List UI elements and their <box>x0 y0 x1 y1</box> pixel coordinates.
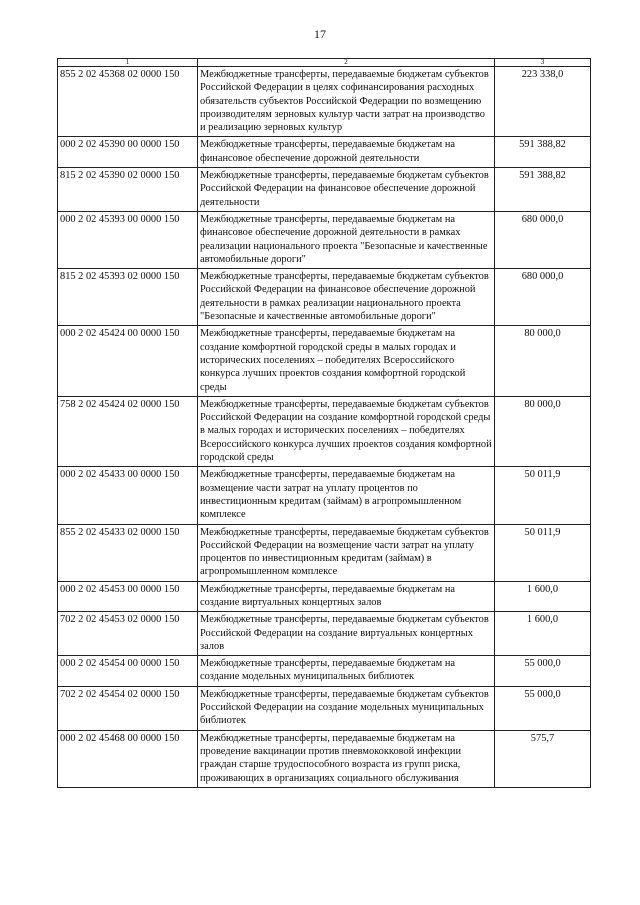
transfer-description: Межбюджетные трансферты, передаваемые бюджетам на создание виртуальных концертных залов <box>198 581 495 612</box>
table-row <box>58 686 591 730</box>
budget-table <box>57 58 591 788</box>
table-row <box>58 269 591 326</box>
transfer-description: Межбюджетные трансферты, передаваемые бюджетам субъектов Российской Федерации на финансовое обеспечение дорожной деятельности <box>198 168 495 212</box>
transfer-amount: 591 388,82 <box>495 137 591 168</box>
column-number-1: 1 <box>58 59 198 67</box>
transfer-description: Межбюджетные трансферты, передаваемые бюджетам на создание модельных муниципальных библиотек <box>198 656 495 687</box>
budget-code: 815 2 02 45393 02 0000 150 <box>58 269 198 326</box>
transfer-description: Межбюджетные трансферты, передаваемые бюджетам на возмещение части затрат на уплату процентов по инвестиционным кредитам (займам) в агропромышленном комплексе <box>198 467 495 524</box>
budget-code: 000 2 02 45454 00 0000 150 <box>58 656 198 687</box>
transfer-amount: 55 000,0 <box>495 656 591 687</box>
budget-code: 000 2 02 45390 00 0000 150 <box>58 137 198 168</box>
table-row <box>58 612 591 656</box>
table-row <box>58 211 591 268</box>
transfer-description: Межбюджетные трансферты, передаваемые бюджетам на финансовое обеспечение дорожной деятельности в рамках реализации национального проекта "Безопасные и качественные автомобильные дороги" <box>198 211 495 268</box>
table-row <box>58 730 591 787</box>
transfer-amount: 1 600,0 <box>495 581 591 612</box>
budget-code: 855 2 02 45368 02 0000 150 <box>58 67 198 137</box>
budget-code: 855 2 02 45433 02 0000 150 <box>58 524 198 581</box>
table-row <box>58 396 591 466</box>
table-row <box>58 581 591 612</box>
column-number-row <box>58 59 591 67</box>
transfer-amount: 680 000,0 <box>495 211 591 268</box>
page-number: 17 <box>314 27 326 41</box>
transfer-amount: 80 000,0 <box>495 396 591 466</box>
transfer-description: Межбюджетные трансферты, передаваемые бюджетам на создание комфортной городской среды в малых городах и исторических поселениях – победителях Всероссийского конкурса лучших проектов создания комфортной городской среды <box>198 326 495 396</box>
transfer-description: Межбюджетные трансферты, передаваемые бюджетам субъектов Российской Федерации на возмещение части затрат на уплату процентов по инвестиционным кредитам (займам) в агропромышленном комплексе <box>198 524 495 581</box>
budget-code: 000 2 02 45393 00 0000 150 <box>58 211 198 268</box>
transfer-amount: 680 000,0 <box>495 269 591 326</box>
budget-code: 702 2 02 45453 02 0000 150 <box>58 612 198 656</box>
table-row <box>58 168 591 212</box>
transfer-amount: 223 338,0 <box>495 67 591 137</box>
budget-code: 000 2 02 45453 00 0000 150 <box>58 581 198 612</box>
table-row <box>58 524 591 581</box>
table-body <box>58 67 591 788</box>
transfer-description: Межбюджетные трансферты, передаваемые бюджетам на финансовое обеспечение дорожной деятельности <box>198 137 495 168</box>
budget-code: 000 2 02 45433 00 0000 150 <box>58 467 198 524</box>
transfer-description: Межбюджетные трансферты, передаваемые бюджетам субъектов Российской Федерации на финансовое обеспечение дорожной деятельности в рамках реализации национального проекта "Безопасные и качественные автомобильные дороги" <box>198 269 495 326</box>
budget-code: 702 2 02 45454 02 0000 150 <box>58 686 198 730</box>
transfer-description: Межбюджетные трансферты, передаваемые бюджетам на проведение вакцинации против пневмококковой инфекции граждан старше трудоспособного возраста из групп риска, проживающих в организациях социального обслуживания <box>198 730 495 787</box>
table-row <box>58 467 591 524</box>
table-header <box>58 59 591 67</box>
column-number-3: 3 <box>495 59 591 67</box>
transfer-amount: 1 600,0 <box>495 612 591 656</box>
transfer-amount: 55 000,0 <box>495 686 591 730</box>
transfer-description: Межбюджетные трансферты, передаваемые бюджетам субъектов Российской Федерации на создание виртуальных концертных залов <box>198 612 495 656</box>
transfer-description: Межбюджетные трансферты, передаваемые бюджетам субъектов Российской Федерации на создание модельных муниципальных библиотек <box>198 686 495 730</box>
transfer-amount: 50 011,9 <box>495 524 591 581</box>
transfer-amount: 80 000,0 <box>495 326 591 396</box>
transfer-description: Межбюджетные трансферты, передаваемые бюджетам субъектов Российской Федерации в целях софинансирования расходных обязательств субъектов Российской Федерации по возмещению производителям зерновых культур части затрат на производство и реализацию зерновых культур <box>198 67 495 137</box>
budget-code: 758 2 02 45424 02 0000 150 <box>58 396 198 466</box>
budget-code: 815 2 02 45390 02 0000 150 <box>58 168 198 212</box>
table-row <box>58 656 591 687</box>
transfer-description: Межбюджетные трансферты, передаваемые бюджетам субъектов Российской Федерации на создание комфортной городской среды в малых городах и исторических поселениях – победителях Всероссийского конкурса лучших проектов создания комфортной городской среды <box>198 396 495 466</box>
budget-code: 000 2 02 45424 00 0000 150 <box>58 326 198 396</box>
table-row <box>58 67 591 137</box>
column-number-2: 2 <box>198 59 495 67</box>
transfer-amount: 575,7 <box>495 730 591 787</box>
transfer-amount: 591 388,82 <box>495 168 591 212</box>
table-row <box>58 326 591 396</box>
transfer-amount: 50 011,9 <box>495 467 591 524</box>
budget-code: 000 2 02 45468 00 0000 150 <box>58 730 198 787</box>
table-row <box>58 137 591 168</box>
